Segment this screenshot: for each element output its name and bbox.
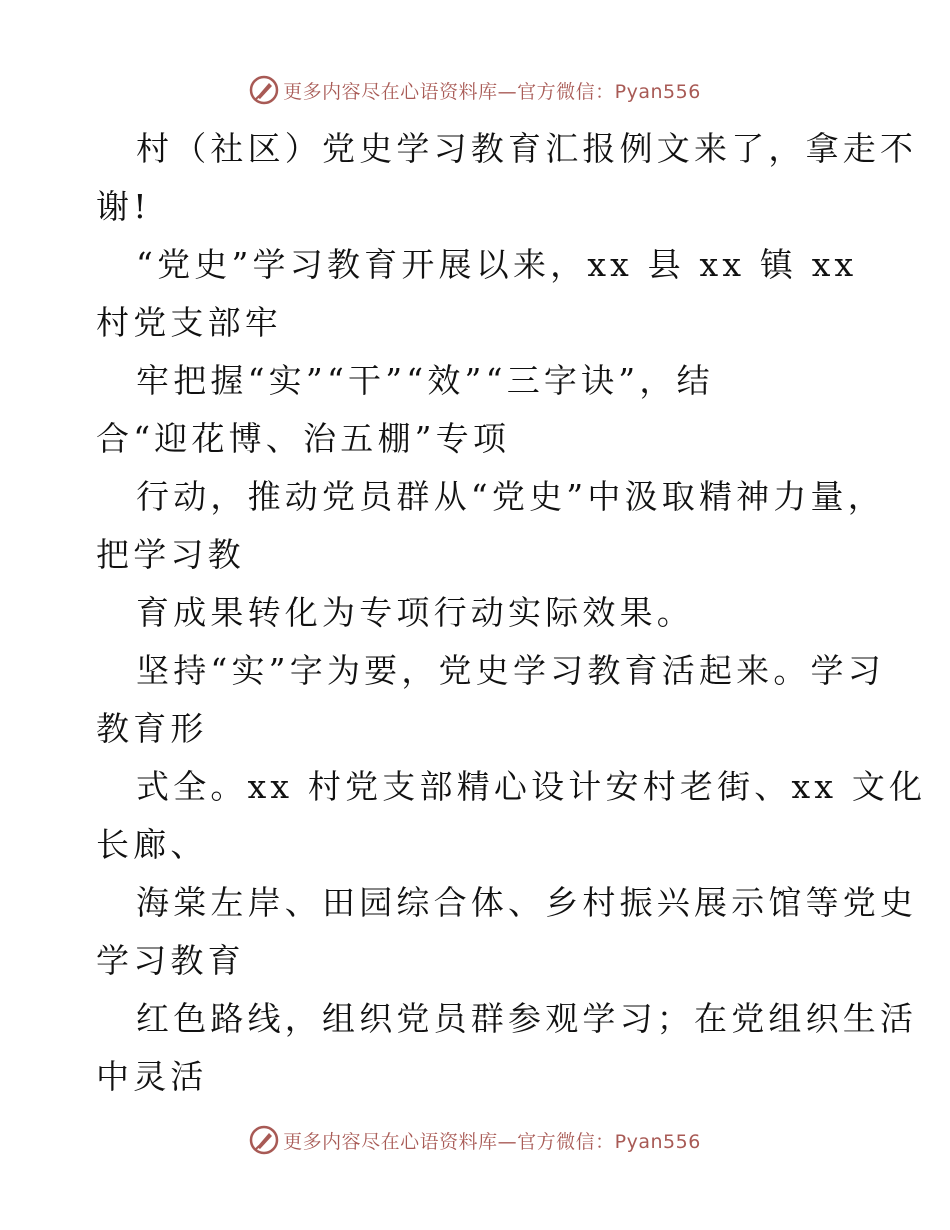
header-watermark (0, 72, 950, 108)
paragraph-line: 牢把握“实”“干”“效”“三字诀”，结 (136, 361, 714, 400)
paragraph-line: 式全。xx 村党支部精心设计安村老街、xx 文化 (136, 767, 927, 806)
footer-watermark (0, 1122, 950, 1158)
paragraph-line: 行动，推动党员群从“党史”中汲取精神力量， (136, 477, 885, 516)
paragraph-line: 把学习教 (96, 535, 245, 574)
paragraph-line: 谢! (96, 187, 151, 226)
paragraph-line: 合“迎花博、治五棚”专项 (96, 419, 511, 458)
paragraph-line: 海棠左岸、田园综合体、乡村振兴展示馆等党史 (136, 883, 918, 922)
paragraph-line: “党史”学习教育开展以来，xx 县 xx 镇 xx (136, 245, 858, 284)
watermark-text: 更多内容尽在心语资料库—官方微信：Pyan556 (283, 80, 701, 103)
paragraph-line: 村党支部牢 (96, 303, 282, 342)
paragraph-line: 村（社区）党史学习教育汇报例文来了，拿走不 (136, 129, 918, 168)
document-body (96, 120, 927, 1106)
paragraph-line: 育成果转化为专项行动实际效果。 (136, 593, 694, 632)
paragraph-line: 教育形 (96, 709, 208, 748)
paragraph-line: 学习教育 (96, 941, 245, 980)
watermark-text: 更多内容尽在心语资料库—官方微信：Pyan556 (283, 1130, 701, 1153)
quill-pen-logo-icon (249, 1125, 279, 1155)
paragraph-line: 长廊、 (96, 825, 208, 864)
quill-pen-logo-icon (249, 75, 279, 105)
paragraph-line: 红色路线，组织党员群参观学习；在党组织生活 (136, 999, 918, 1038)
paragraph-line: 坚持“实”字为要，党史学习教育活起来。学习 (136, 651, 885, 690)
paragraph-line: 中灵活 (96, 1057, 208, 1096)
